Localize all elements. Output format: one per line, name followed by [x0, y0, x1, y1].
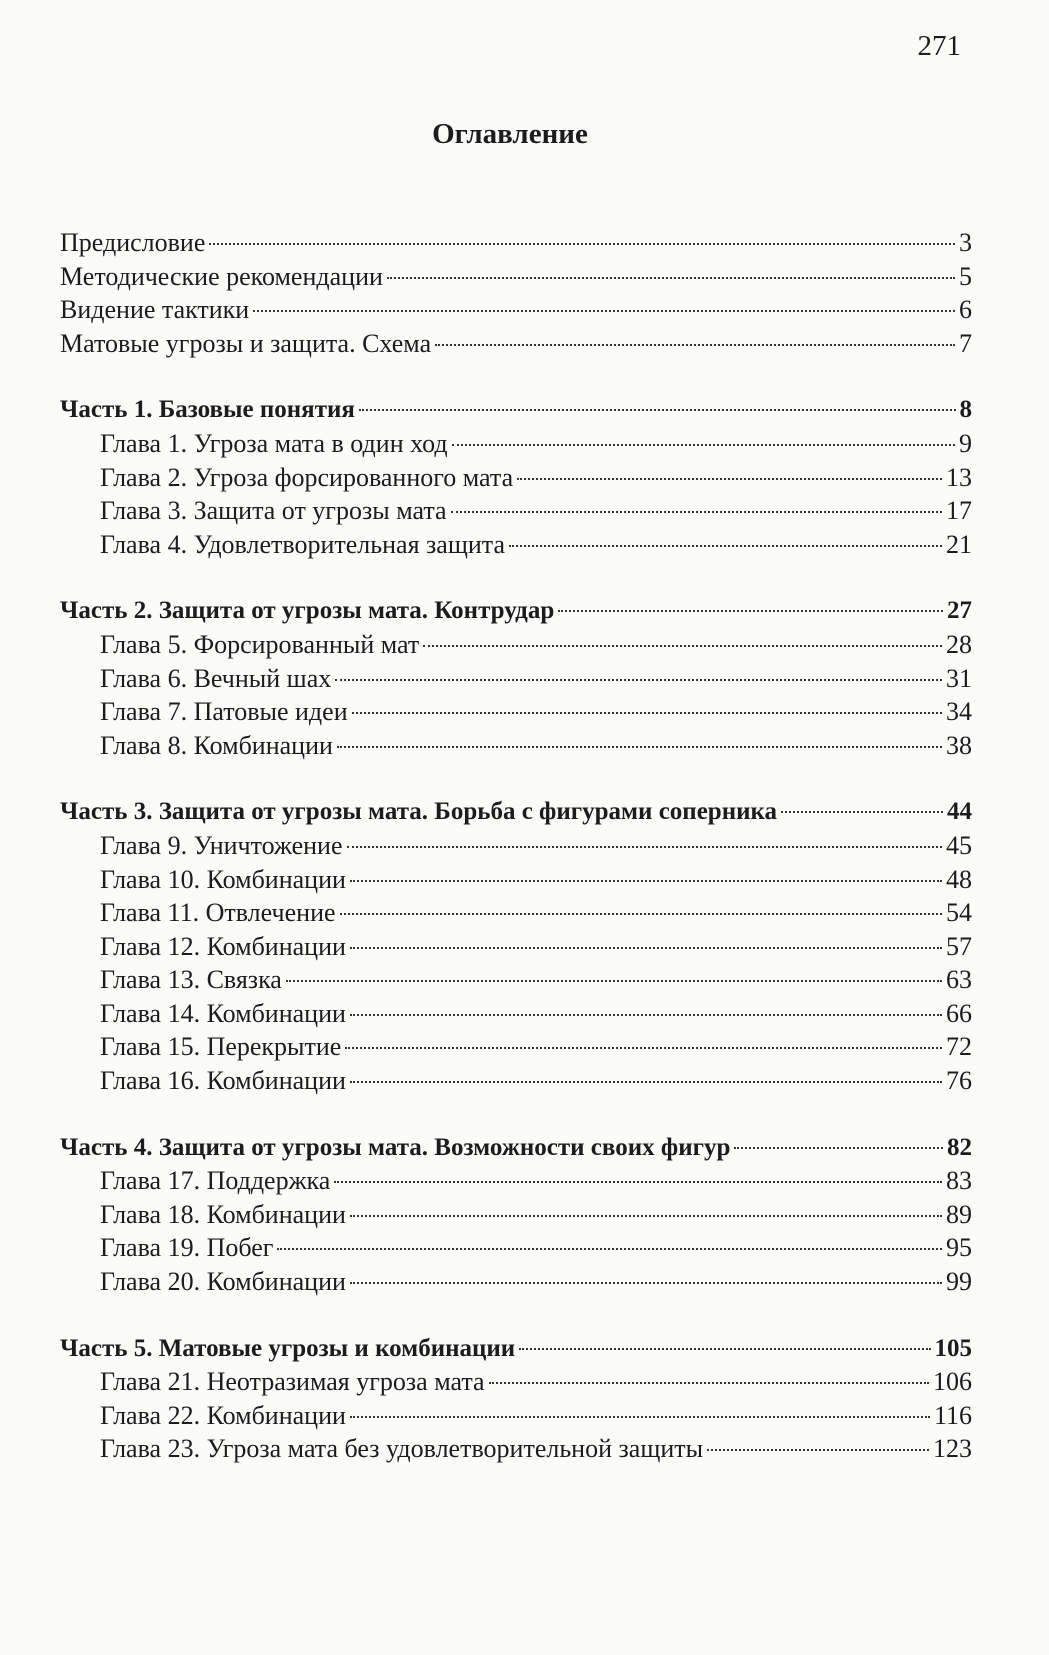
toc-entry-page: 13 — [946, 462, 972, 492]
toc-entry-label: Глава 13. Связка — [100, 965, 282, 995]
toc-entry-chapter[interactable] — [60, 695, 972, 729]
dot-leader — [277, 1248, 942, 1250]
toc-entry-page: 54 — [946, 898, 972, 928]
toc-entry-page: 57 — [946, 931, 972, 961]
toc-entry-page: 27 — [947, 597, 972, 625]
toc-entry-label: Глава 18. Комбинации — [100, 1199, 346, 1229]
dot-leader — [350, 880, 942, 882]
toc-entry-chapter[interactable] — [60, 1432, 972, 1466]
toc-entry-label: Глава 14. Комбинации — [100, 998, 346, 1028]
toc-entry-label: Глава 20. Комбинации — [100, 1267, 346, 1297]
dot-leader — [781, 811, 943, 813]
dot-leader — [387, 277, 955, 279]
dot-leader — [451, 511, 942, 513]
toc-entry-label: Глава 19. Побег — [100, 1233, 274, 1263]
table-of-contents — [60, 226, 972, 1499]
toc-entry-chapter[interactable] — [60, 1064, 972, 1098]
toc-entry-label: Методические рекомендации — [60, 261, 383, 291]
toc-group — [60, 795, 972, 1097]
toc-entry-page: 45 — [946, 830, 972, 860]
dot-leader — [350, 1014, 942, 1016]
dot-leader — [359, 409, 956, 411]
toc-group — [60, 594, 972, 762]
toc-entry-page: 106 — [933, 1367, 972, 1397]
toc-entry-page: 6 — [959, 295, 972, 325]
toc-entry-page: 21 — [946, 529, 972, 559]
dot-leader — [350, 947, 942, 949]
toc-entry-front[interactable] — [60, 260, 972, 294]
toc-entry-chapter[interactable] — [60, 1164, 972, 1198]
toc-entry-chapter[interactable] — [60, 930, 972, 964]
toc-entry-chapter[interactable] — [60, 1030, 972, 1064]
dot-leader — [517, 478, 942, 480]
toc-entry-label: Часть 2. Защита от угрозы мата. Контрудар — [60, 597, 555, 625]
toc-group — [60, 1131, 972, 1299]
toc-group — [60, 393, 972, 561]
dot-leader — [209, 243, 955, 245]
toc-entry-page: 28 — [946, 629, 972, 659]
dot-leader — [340, 913, 942, 915]
toc-entry-label: Глава 7. Патовые идеи — [100, 697, 348, 727]
dot-leader — [286, 980, 942, 982]
dot-leader — [519, 1348, 930, 1350]
toc-entry-label: Матовые угрозы и защита. Схема — [60, 328, 432, 358]
toc-entry-page: 99 — [946, 1267, 972, 1297]
toc-entry-label: Глава 6. Вечный шах — [100, 663, 332, 693]
dot-leader — [350, 1081, 942, 1083]
toc-entry-page: 63 — [946, 965, 972, 995]
toc-entry-part[interactable] — [60, 594, 972, 628]
dot-leader — [489, 1382, 929, 1384]
toc-entry-label: Глава 9. Уничтожение — [100, 830, 343, 860]
toc-entry-page: 105 — [934, 1334, 972, 1362]
dot-leader — [352, 712, 942, 714]
dot-leader — [350, 1215, 942, 1217]
toc-entry-page: 82 — [947, 1133, 972, 1161]
toc-entry-label: Глава 10. Комбинации — [100, 864, 346, 894]
toc-group — [60, 1332, 972, 1466]
page-number: 271 — [917, 30, 961, 62]
toc-entry-chapter[interactable] — [60, 1399, 972, 1433]
toc-entry-label: Глава 16. Комбинации — [100, 1066, 346, 1096]
dot-leader — [350, 1416, 930, 1418]
toc-entry-label: Глава 5. Форсированный мат — [100, 629, 420, 659]
toc-entry-page: 95 — [946, 1233, 972, 1263]
toc-entry-label: Часть 5. Матовые угрозы и комбинации — [60, 1334, 516, 1362]
toc-entry-page: 5 — [959, 261, 972, 291]
toc-entry-label: Глава 15. Перекрытие — [100, 1032, 342, 1062]
toc-entry-chapter[interactable] — [60, 863, 972, 897]
toc-entry-label: Глава 12. Комбинации — [100, 931, 346, 961]
dot-leader — [452, 444, 955, 446]
toc-entry-chapter[interactable] — [60, 997, 972, 1031]
dot-leader — [423, 645, 942, 647]
toc-entry-label: Часть 4. Защита от угрозы мата. Возможности своих фигур — [60, 1133, 731, 1161]
toc-entry-label: Глава 4. Удовлетворительная защита — [100, 529, 505, 559]
toc-entry-chapter[interactable] — [60, 528, 972, 562]
toc-entry-page: 3 — [959, 228, 972, 257]
toc-entry-label: Глава 3. Защита от угрозы мата — [100, 496, 447, 526]
dot-leader — [347, 846, 943, 848]
dot-leader — [558, 610, 943, 612]
toc-entry-chapter[interactable] — [60, 1365, 972, 1399]
toc-entry-label: Глава 23. Угроза мата без удовлетворительной защиты — [100, 1434, 704, 1464]
dot-leader — [345, 1047, 942, 1049]
toc-entry-page: 31 — [946, 663, 972, 693]
toc-entry-chapter[interactable] — [60, 896, 972, 930]
toc-entry-chapter[interactable] — [60, 1198, 972, 1232]
toc-entry-label: Глава 17. Поддержка — [100, 1166, 331, 1196]
toc-entry-page: 89 — [946, 1199, 972, 1229]
toc-entry-front[interactable] — [60, 327, 972, 361]
page-title: Оглавление — [432, 118, 588, 150]
toc-entry-front[interactable] — [60, 226, 972, 260]
toc-entry-label: Глава 1. Угроза мата в один ход — [100, 428, 448, 458]
toc-entry-page: 48 — [946, 864, 972, 894]
toc-entry-label: Глава 11. Отвлечение — [100, 898, 336, 928]
toc-entry-page: 76 — [946, 1066, 972, 1096]
dot-leader — [734, 1147, 943, 1149]
toc-entry-page: 7 — [959, 328, 972, 358]
dot-leader — [334, 1181, 942, 1183]
toc-entry-chapter[interactable] — [60, 494, 972, 528]
toc-entry-label: Часть 3. Защита от угрозы мата. Борьба с фигурами соперника — [60, 798, 778, 826]
toc-entry-page: 44 — [947, 798, 972, 826]
toc-entry-chapter[interactable] — [60, 662, 972, 696]
toc-entry-page: 72 — [946, 1032, 972, 1062]
toc-entry-page: 83 — [946, 1166, 972, 1196]
toc-entry-page: 66 — [946, 998, 972, 1028]
toc-entry-page: 123 — [933, 1434, 972, 1464]
toc-entry-chapter[interactable] — [60, 1265, 972, 1299]
toc-entry-part[interactable] — [60, 1131, 972, 1165]
toc-entry-chapter[interactable] — [60, 628, 972, 662]
dot-leader — [509, 545, 942, 547]
toc-entry-page: 8 — [959, 396, 972, 424]
toc-entry-page: 9 — [959, 428, 972, 458]
toc-entry-label: Глава 8. Комбинации — [100, 730, 333, 760]
toc-entry-part[interactable] — [60, 393, 972, 427]
toc-entry-label: Видение тактики — [60, 295, 250, 325]
toc-entry-front[interactable] — [60, 293, 972, 327]
toc-entry-part[interactable] — [60, 795, 972, 829]
toc-entry-label: Часть 1. Базовые понятия — [60, 396, 355, 424]
toc-entry-chapter[interactable] — [60, 729, 972, 763]
toc-entry-page: 38 — [946, 730, 972, 760]
toc-entry-chapter[interactable] — [60, 1231, 972, 1265]
dot-leader — [253, 310, 955, 312]
toc-entry-chapter[interactable] — [60, 829, 972, 863]
toc-entry-chapter[interactable] — [60, 963, 972, 997]
toc-entry-page: 34 — [946, 697, 972, 727]
toc-entry-page: 116 — [933, 1400, 972, 1430]
toc-entry-chapter[interactable] — [60, 427, 972, 461]
toc-entry-label: Глава 21. Неотразимая угроза мата — [100, 1367, 485, 1397]
dot-leader — [337, 746, 942, 748]
toc-entry-chapter[interactable] — [60, 461, 972, 495]
toc-entry-page: 17 — [946, 496, 972, 526]
dot-leader — [350, 1282, 942, 1284]
toc-entry-label: Предисловие — [60, 228, 206, 257]
toc-entry-label: Глава 2. Угроза форсированного мата — [100, 462, 514, 492]
dot-leader — [335, 679, 942, 681]
toc-entry-part[interactable] — [60, 1332, 972, 1366]
toc-group — [60, 226, 972, 360]
dot-leader — [435, 344, 955, 346]
dot-leader — [707, 1449, 929, 1451]
toc-entry-label: Глава 22. Комбинации — [100, 1400, 346, 1430]
